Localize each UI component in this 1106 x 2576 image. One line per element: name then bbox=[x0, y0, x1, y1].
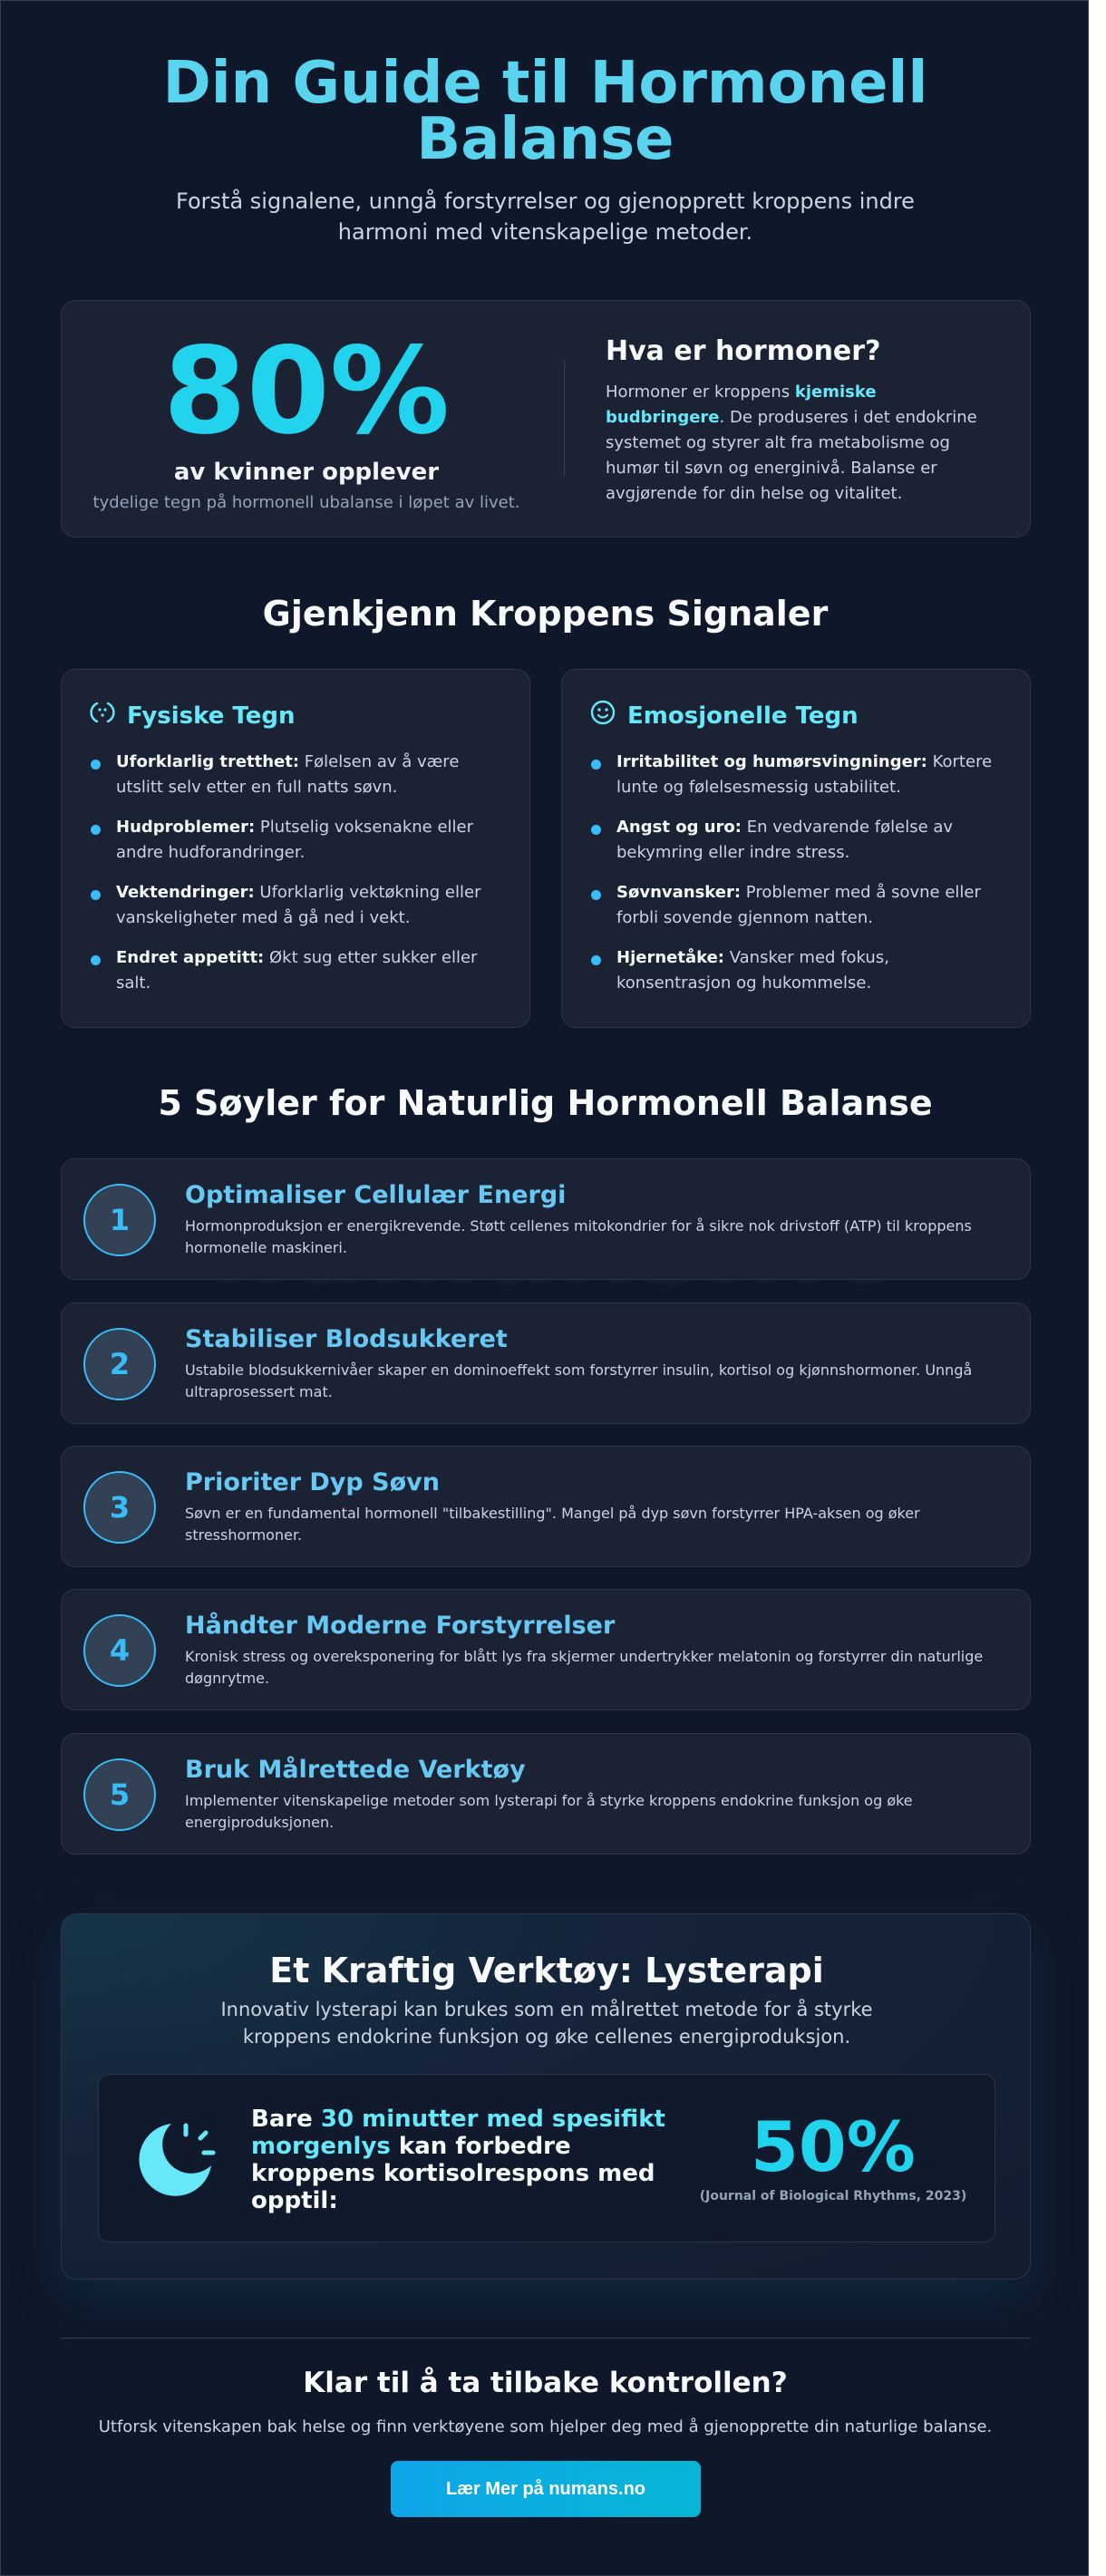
learn-more-button[interactable]: Lær Mer på numans.no bbox=[391, 2461, 701, 2517]
pillar-number: 1 bbox=[83, 1184, 156, 1256]
item-text: Plutselig voksenakne eller andre hudforandringer. bbox=[116, 818, 474, 862]
item-term: Endret appetitt: bbox=[116, 948, 265, 967]
light-therapy-fact bbox=[98, 2074, 995, 2242]
divider bbox=[564, 361, 565, 477]
item-term: Irritabilitet og humørsvingninger: bbox=[616, 752, 927, 771]
item-text: Kortere lunte og følelsesmessig ustabilitet. bbox=[616, 752, 993, 797]
item-term: Angst og uro: bbox=[616, 818, 742, 837]
pulse-icon bbox=[89, 699, 121, 732]
pillar-card bbox=[61, 1158, 1031, 1280]
signals-title: Gjenkjenn Kroppens Signaler bbox=[262, 594, 829, 634]
fact-start: Bare bbox=[251, 2106, 321, 2133]
cta-text: Utforsk vitenskapen bak helse og finn verktøyene som hjelper deg med å gjenopprette din naturlige balanse. bbox=[98, 2417, 993, 2436]
fact-highlight: 30 minutter med spesifikt morgenlys bbox=[251, 2106, 665, 2160]
item-text: Vansker med fokus, konsentrasjon og hukommelse. bbox=[616, 948, 889, 993]
page-title: Din Guide til Hormonell Balanse bbox=[162, 50, 928, 173]
item-term: Hudproblemer: bbox=[116, 818, 256, 837]
item-text: Problemer med å sovne eller forbli sovende gjennom natten. bbox=[616, 883, 981, 927]
item-term: Uforklarlig tretthet: bbox=[116, 752, 300, 771]
pillar-text: Implementer vitenskapelige metoder som lysterapi for å styrke kroppens endokrine funksjon og øke energiproduksjonen. bbox=[185, 1792, 913, 1831]
hormones-text-end: . De produseres i det endokrine systemet og styrer alt fra metabolisme og humør til søvn og energinivå. Balanse er avgjørende for din helse og vitalitet. bbox=[606, 408, 977, 503]
sun-moon-icon bbox=[131, 2115, 222, 2205]
hormones-text bbox=[606, 380, 995, 507]
smiley-icon bbox=[589, 699, 622, 732]
list-item bbox=[589, 750, 997, 800]
light-therapy-source: (Journal of Biological Rhythms, 2023) bbox=[699, 2189, 967, 2203]
emotional-signs-header bbox=[589, 699, 859, 732]
pillar-text: Kronisk stress og overeksponering for blått lys fra skjermer undertrykker melatonin og forstyrrer din naturlige døgnrytme. bbox=[185, 1648, 984, 1687]
physical-signs-list bbox=[89, 750, 497, 1011]
hormones-info bbox=[606, 335, 995, 507]
item-text: Følelsen av å være utslitt selv etter en full natts søvn. bbox=[116, 752, 460, 797]
cta-title: Klar til å ta tilbake kontrollen? bbox=[303, 2367, 788, 2399]
stat-block bbox=[62, 322, 551, 512]
stat-label: av kvinner opplever bbox=[173, 459, 440, 486]
pillar-title: Håndter Moderne Forstyrrelser bbox=[185, 1612, 616, 1640]
page-subtitle: Forstå signalene, unngå forstyrrelser og gjenopprett kroppens indre harmoni med vitenskapelige metoder. bbox=[176, 189, 915, 245]
physical-signs-title: Fysiske Tegn bbox=[127, 702, 296, 730]
stat-card bbox=[61, 300, 1031, 537]
pillar-title: Bruk Målrettede Verktøy bbox=[185, 1756, 526, 1784]
pillar-text: Ustabile blodsukkernivåer skaper en dominoeffekt som forstyrrer insulin, kortisol og kjønnshormoner. Unngå ultraprosessert mat. bbox=[185, 1361, 973, 1400]
pillar-title: Prioriter Dyp Søvn bbox=[185, 1468, 440, 1496]
list-item bbox=[89, 815, 497, 866]
fact-end: kan forbedre kroppens kortisolrespons med opptil: bbox=[251, 2133, 655, 2214]
item-text: Økt sug etter sukker eller salt. bbox=[116, 948, 478, 993]
stat-value: 80% bbox=[163, 322, 450, 461]
emotional-signs-card bbox=[561, 669, 1031, 1028]
list-item bbox=[89, 945, 497, 996]
pillar-title: Stabiliser Blodsukkeret bbox=[185, 1325, 508, 1353]
pillar-card bbox=[61, 1589, 1031, 1710]
light-therapy-value: 50% bbox=[751, 2106, 916, 2187]
pillar-text: Hormonproduksjon er energikrevende. Støtt cellenes mitokondrier for å sikre nok drivstoff (ATP) til kroppens hormonelle maskineri. bbox=[185, 1217, 972, 1256]
hero bbox=[1, 50, 1089, 247]
pillar-text: Søvn er en fundamental hormonell "tilbakestilling". Mangel på dyp søvn forstyrrer HPA-aksen og øker stresshormoner. bbox=[185, 1505, 920, 1544]
pillars-title: 5 Søyler for Naturlig Hormonell Balanse bbox=[158, 1083, 933, 1123]
item-term: Vektendringer: bbox=[116, 883, 255, 902]
list-item bbox=[589, 880, 997, 931]
pillar-number: 3 bbox=[83, 1471, 156, 1544]
item-term: Søvnvansker: bbox=[616, 883, 742, 902]
pillar-title: Optimaliser Cellulær Energi bbox=[185, 1181, 567, 1209]
emotional-signs-title: Emosjonelle Tegn bbox=[627, 702, 859, 730]
list-item bbox=[89, 750, 497, 800]
item-text: Uforklarlig vektøkning eller vanskeligheter med å gå ned i vekt. bbox=[116, 883, 481, 927]
pillar-number: 2 bbox=[83, 1328, 156, 1400]
item-term: Hjernetåke: bbox=[616, 948, 724, 967]
list-item bbox=[589, 815, 997, 866]
light-therapy-lead: Innovativ lysterapi kan brukes som en målrettet metode for å styrke kroppens endokrine funksjon og øke cellenes energiproduksjon. bbox=[220, 1999, 873, 2048]
light-therapy-title: Et Kraftig Verktøy: Lysterapi bbox=[269, 1951, 824, 1990]
light-therapy-card bbox=[61, 1913, 1031, 2280]
hormones-title: Hva er hormoner? bbox=[606, 335, 881, 367]
emotional-signs-list bbox=[589, 750, 997, 1011]
stat-description: tydelige tegn på hormonell ubalanse i løpet av livet. bbox=[92, 493, 520, 512]
physical-signs-card bbox=[61, 669, 530, 1028]
pillar-card bbox=[61, 1303, 1031, 1424]
item-text: En vedvarende følelse av bekymring eller indre stress. bbox=[616, 818, 954, 862]
pillar-number: 4 bbox=[83, 1614, 156, 1687]
pillar-card bbox=[61, 1446, 1031, 1567]
list-item bbox=[589, 945, 997, 996]
hormones-text-start: Hormoner er kroppens bbox=[606, 383, 795, 402]
divider bbox=[61, 2338, 1031, 2339]
list-item bbox=[89, 880, 497, 931]
pillar-card bbox=[61, 1733, 1031, 1855]
pillar-number: 5 bbox=[83, 1758, 156, 1831]
light-therapy-fact-text bbox=[251, 2106, 668, 2214]
physical-signs-header bbox=[89, 699, 295, 732]
hormones-highlight: kjemiske budbringere bbox=[606, 383, 877, 427]
